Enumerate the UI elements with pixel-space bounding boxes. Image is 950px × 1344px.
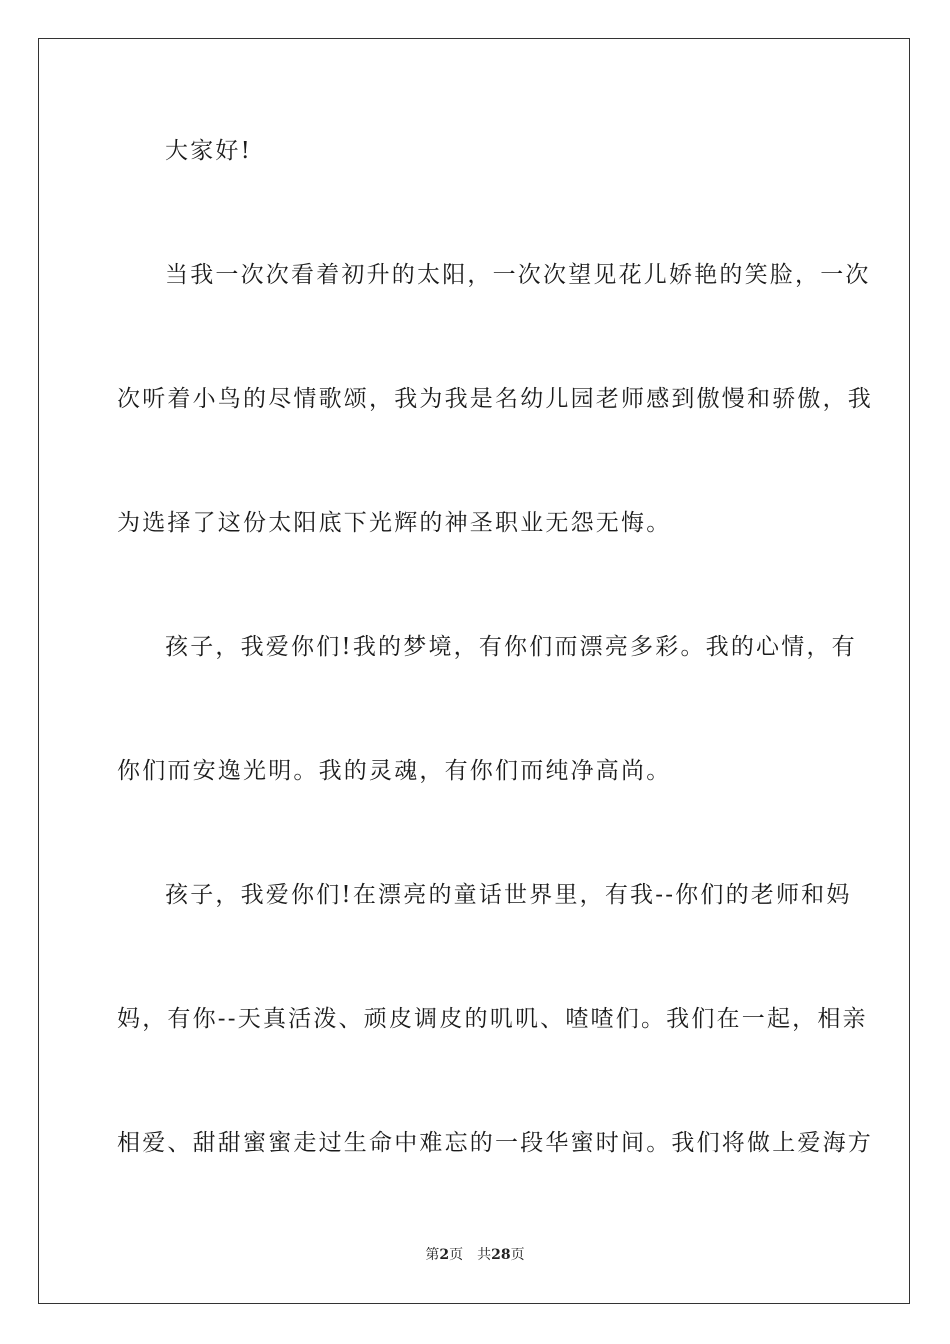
paragraph-3-line-2: 妈，有你--天真活泼、顽皮调皮的叽叽、喳喳们。我们在一起，相亲 (117, 1006, 868, 1032)
page-suffix: 页 (449, 1247, 464, 1263)
paragraph-1-line-3: 为选择了这份太阳底下光辉的神圣职业无怨无悔。 (117, 510, 672, 536)
paragraph-2-line-2: 你们而安逸光明。我的灵魂，有你们而纯净高尚。 (117, 758, 672, 784)
page-number: 2 (439, 1247, 450, 1263)
page-frame (38, 38, 910, 1304)
page-prefix: 第 (425, 1247, 440, 1263)
total-suffix: 页 (510, 1247, 525, 1263)
paragraph-1-line-2: 次听着小鸟的尽情歌颂，我为我是名幼儿园老师感到傲慢和骄傲，我 (117, 386, 873, 412)
paragraph-3-line-3: 相爱、甜甜蜜蜜走过生命中难忘的一段华蜜时间。我们将做上爱海方 (117, 1130, 873, 1156)
paragraph-1-line-1: 当我一次次看着初升的太阳，一次次望见花儿娇艳的笑脸，一次 (165, 262, 871, 288)
paragraph-2-line-1: 孩子，我爱你们!我的梦境，有你们而漂亮多彩。我的心情，有 (165, 634, 857, 660)
paragraph-3-line-1: 孩子，我爱你们!在漂亮的童话世界里，有我--你们的老师和妈 (165, 882, 852, 908)
page-footer (0, 1246, 950, 1264)
total-pages: 28 (491, 1247, 511, 1263)
total-prefix: 共 (477, 1247, 492, 1263)
greeting-line: 大家好! (165, 138, 253, 164)
